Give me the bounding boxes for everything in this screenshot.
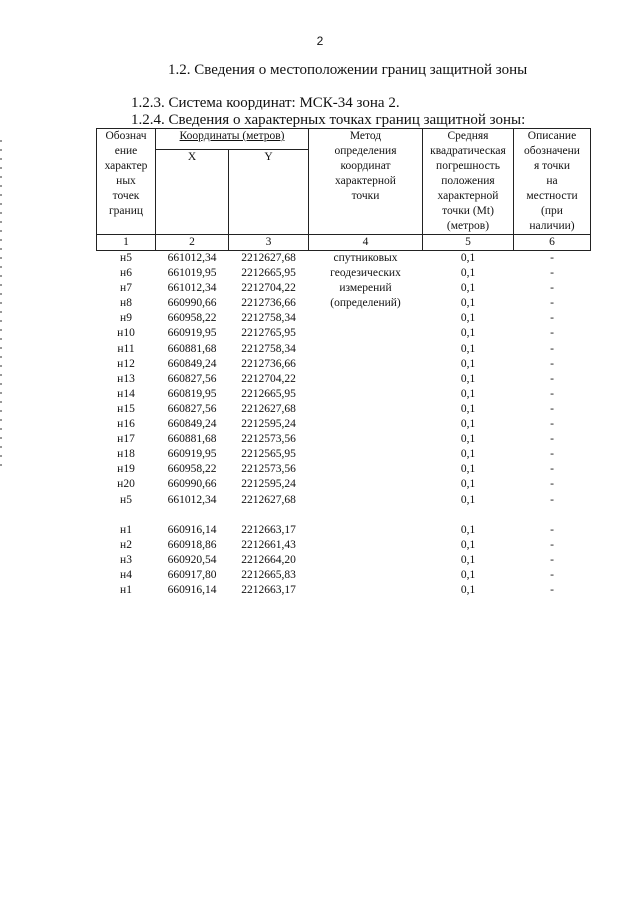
error-cell: 0,1 — [460, 553, 476, 566]
table-row — [97, 538, 591, 553]
method-line: спутниковых — [333, 252, 398, 264]
description-cell: - — [550, 372, 554, 385]
description-cell: - — [550, 418, 554, 431]
spacer-row — [97, 508, 591, 523]
point-cell: н5 — [120, 493, 132, 506]
header-line: определения — [334, 145, 397, 157]
point-cell: н16 — [117, 418, 135, 431]
error-cell: 0,1 — [460, 252, 476, 264]
point-cell: н18 — [117, 448, 135, 461]
header-line: на — [546, 175, 558, 187]
header-line: ение — [114, 145, 138, 157]
point-cell: н1 — [120, 523, 132, 536]
point-cell: н14 — [117, 387, 135, 400]
error-cell: 0,1 — [460, 433, 476, 446]
x-coordinate-cell: 660919,95 — [167, 448, 217, 461]
x-coordinate-cell: 660917,80 — [167, 568, 217, 581]
header-line: (метров) — [446, 220, 490, 232]
header-line: квадратическая — [430, 145, 506, 157]
table-row — [97, 568, 591, 583]
y-coordinate-cell: 2212663,17 — [241, 583, 296, 596]
point-cell: н10 — [117, 327, 135, 340]
x-coordinate-cell: 660958,22 — [167, 312, 217, 325]
description-cell: - — [550, 583, 554, 596]
table-body — [97, 251, 591, 599]
method-cell — [309, 583, 423, 598]
x-coordinate-cell: 660881,68 — [167, 433, 217, 446]
page-number: 2 — [316, 34, 324, 48]
error-cell: 0,1 — [460, 372, 476, 385]
y-coordinate-cell: 2212758,34 — [241, 312, 296, 325]
description-cell: - — [550, 402, 554, 415]
coordinate-system-heading: 1.2.3. Система координат: МСК-34 зона 2. — [131, 95, 400, 111]
description-cell: - — [550, 282, 554, 295]
error-cell: 0,1 — [460, 493, 476, 506]
table-row — [97, 523, 591, 538]
y-coordinate-cell: 2212665,95 — [241, 387, 296, 400]
header-line: Обознач — [105, 130, 147, 142]
y-coordinate-cell: 2212627,68 — [241, 252, 296, 264]
x-coordinate-cell: 660849,24 — [167, 418, 217, 431]
header-x: X — [156, 150, 229, 235]
description-cell: - — [550, 553, 554, 566]
description-cell: - — [550, 433, 554, 446]
error-cell: 0,1 — [460, 538, 476, 551]
header-line: (при — [541, 205, 563, 217]
description-cell: - — [550, 252, 554, 264]
header-line: обозначени — [524, 145, 580, 157]
header-line: наличии) — [529, 220, 575, 232]
method-cell — [309, 251, 423, 508]
point-cell: н19 — [117, 463, 135, 476]
error-cell: 0,1 — [460, 282, 476, 295]
x-coordinate-cell: 661012,34 — [167, 282, 217, 295]
point-cell: н9 — [120, 312, 132, 325]
x-coordinate-cell: 660916,14 — [167, 583, 217, 596]
x-coordinate-cell: 660990,66 — [167, 297, 217, 310]
error-cell: 0,1 — [460, 568, 476, 581]
point-cell: н1 — [120, 583, 132, 596]
error-cell: 0,1 — [460, 387, 476, 400]
header-line: точки — [351, 190, 380, 202]
description-cell: - — [550, 387, 554, 400]
table-row — [97, 583, 591, 598]
y-coordinate-cell: 2212573,56 — [241, 433, 296, 446]
header-line: точки (Mt) — [442, 205, 494, 217]
point-cell: н11 — [117, 342, 135, 355]
error-cell: 0,1 — [460, 342, 476, 355]
column-number: 1 — [97, 235, 156, 251]
description-cell: - — [550, 297, 554, 310]
y-coordinate-cell: 2212664,20 — [241, 553, 296, 566]
x-coordinate-cell: 660881,68 — [167, 342, 217, 355]
method-cell — [309, 523, 423, 538]
method-line: измерений — [339, 282, 392, 294]
error-cell: 0,1 — [460, 357, 476, 370]
x-coordinate-cell: 660918,86 — [167, 538, 217, 551]
x-coordinate-cell: 660919,95 — [167, 327, 217, 340]
method-cell — [309, 553, 423, 568]
y-coordinate-cell: 2212573,56 — [241, 463, 296, 476]
y-coordinate-cell: 2212704,22 — [241, 282, 296, 295]
column-number: 3 — [229, 235, 309, 251]
point-cell: н7 — [120, 282, 132, 295]
point-cell: н12 — [117, 357, 135, 370]
description-cell: - — [550, 448, 554, 461]
x-coordinate-cell: 660920,54 — [167, 553, 217, 566]
point-cell: н15 — [117, 402, 135, 415]
method-cell — [309, 538, 423, 553]
header-line: местности — [526, 190, 578, 202]
error-cell: 0,1 — [460, 418, 476, 431]
header-point-designation — [97, 129, 156, 235]
description-cell: - — [550, 568, 554, 581]
spacer-cell — [423, 508, 514, 523]
point-cell: н8 — [120, 297, 132, 310]
header-line: характер — [104, 160, 148, 172]
header-line: погрешность — [436, 160, 500, 172]
y-coordinate-cell: 2212736,66 — [241, 357, 296, 370]
description-cell: - — [550, 357, 554, 370]
description-cell: - — [550, 312, 554, 325]
y-coordinate-cell: 2212627,68 — [241, 402, 296, 415]
point-cell: н20 — [117, 478, 135, 491]
x-coordinate-cell: 660819,95 — [167, 387, 217, 400]
error-cell: 0,1 — [460, 478, 476, 491]
description-cell: - — [550, 538, 554, 551]
method-line: геодезических — [330, 267, 401, 279]
y-coordinate-cell: 2212736,66 — [241, 297, 296, 310]
spacer-cell — [156, 508, 229, 523]
error-cell: 0,1 — [460, 402, 476, 415]
description-cell: - — [550, 463, 554, 476]
error-cell: 0,1 — [460, 297, 476, 310]
x-coordinate-cell: 660916,14 — [167, 523, 217, 536]
x-coordinate-cell: 660849,24 — [167, 357, 217, 370]
x-coordinate-cell: 661019,95 — [167, 267, 217, 280]
point-cell: н3 — [120, 553, 132, 566]
boundary-points-heading: 1.2.4. Сведения о характерных точках границ защитной зоны: — [131, 112, 526, 128]
description-cell: - — [550, 523, 554, 536]
column-number: 2 — [156, 235, 229, 251]
header-line: характерной — [437, 190, 499, 202]
y-coordinate-cell: 2212595,24 — [241, 478, 296, 491]
scan-edge-mark — [0, 140, 2, 470]
y-coordinate-cell: 2212565,95 — [241, 448, 296, 461]
header-line: ных — [116, 175, 136, 187]
header-line: точек — [112, 190, 140, 202]
header-line: Средняя — [447, 130, 489, 142]
header-method — [309, 129, 423, 235]
spacer-cell — [309, 508, 423, 523]
header-y: Y — [229, 150, 309, 235]
boundary-points-table — [96, 128, 591, 598]
header-line: положения — [441, 175, 495, 187]
description-cell: - — [550, 267, 554, 280]
point-cell: н5 — [120, 252, 132, 264]
point-cell: н13 — [117, 372, 135, 385]
header-line: границ — [108, 205, 144, 217]
header-line: Описание — [527, 130, 577, 142]
error-cell: 0,1 — [460, 327, 476, 340]
method-line: (определений) — [330, 297, 401, 309]
y-coordinate-cell: 2212595,24 — [241, 418, 296, 431]
column-number: 4 — [309, 235, 423, 251]
method-cell — [309, 568, 423, 583]
point-cell: н4 — [120, 568, 132, 581]
header-coordinates: Координаты (метров) — [156, 129, 309, 150]
spacer-cell — [514, 508, 591, 523]
header-line: Метод — [349, 130, 382, 142]
error-cell: 0,1 — [460, 463, 476, 476]
column-number-row — [97, 235, 591, 251]
x-coordinate-cell: 660958,22 — [167, 463, 217, 476]
header-mean-error — [423, 129, 514, 235]
point-cell: н6 — [120, 267, 132, 280]
y-coordinate-cell: 2212661,43 — [241, 538, 296, 551]
y-coordinate-cell: 2212627,68 — [241, 493, 296, 506]
y-coordinate-cell: 2212665,83 — [241, 568, 296, 581]
point-cell: н2 — [120, 538, 132, 551]
header-line: я точки — [533, 160, 571, 172]
spacer-cell — [97, 508, 156, 523]
table-row — [97, 251, 591, 267]
column-number: 6 — [514, 235, 591, 251]
description-cell: - — [550, 342, 554, 355]
y-coordinate-cell: 2212665,95 — [241, 267, 296, 280]
description-cell: - — [550, 478, 554, 491]
y-coordinate-cell: 2212758,34 — [241, 342, 296, 355]
table-row — [97, 553, 591, 568]
column-number: 5 — [423, 235, 514, 251]
error-cell: 0,1 — [460, 448, 476, 461]
y-coordinate-cell: 2212704,22 — [241, 372, 296, 385]
header-line: характерной — [335, 175, 396, 187]
x-coordinate-cell: 660827,56 — [167, 372, 217, 385]
x-coordinate-cell: 660990,66 — [167, 478, 217, 491]
header-description — [514, 129, 591, 235]
error-cell: 0,1 — [460, 267, 476, 280]
error-cell: 0,1 — [460, 312, 476, 325]
header-line: координат — [340, 160, 391, 172]
spacer-cell — [229, 508, 309, 523]
description-cell: - — [550, 327, 554, 340]
point-cell: н17 — [117, 433, 135, 446]
x-coordinate-cell: 660827,56 — [167, 402, 217, 415]
y-coordinate-cell: 2212765,95 — [241, 327, 296, 340]
y-coordinate-cell: 2212663,17 — [241, 523, 296, 536]
x-coordinate-cell: 661012,34 — [167, 252, 217, 264]
x-coordinate-cell: 661012,34 — [167, 493, 217, 506]
error-cell: 0,1 — [460, 583, 476, 596]
error-cell: 0,1 — [460, 523, 476, 536]
description-cell: - — [550, 493, 554, 506]
section-title: 1.2. Сведения о местоположении границ защитной зоны — [168, 62, 528, 78]
